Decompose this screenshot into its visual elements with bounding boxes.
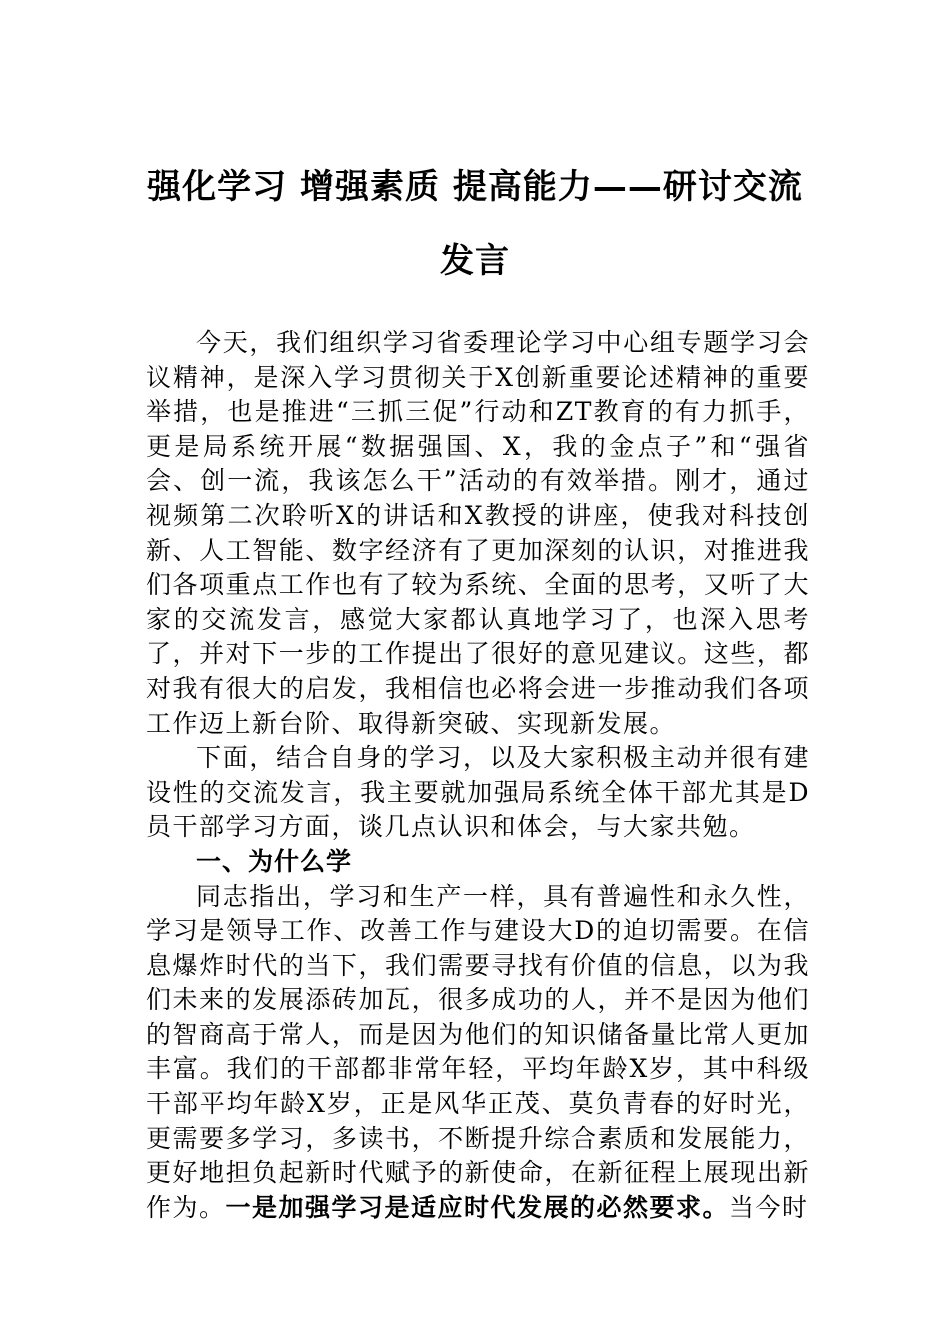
paragraph-why-learn-tail: 当今时 [729, 1192, 809, 1222]
document-body [146, 326, 810, 1225]
paragraph-why-learn-text: 同志指出，学习和生产一样，具有普遍性和永久性，学习是领导工作、改善工作与建设大D的迫切需要。在信息爆炸时代的当下，我们需要寻找有价值的信息，以为我们未来的发展添砖加瓦，很多成功的人，并不是因为他们的智商高于常人，而是因为他们的知识储备量比常人更加丰富。我们的干部都非常年轻，平均年龄X岁，其中科级干部平均年龄X岁，正是风华正茂、莫负青春的好时光，更需要多学习，多读书，不断提升综合素质和发展能力，更好地担负起新时代赋予的新使命，在新征程上展现出新作为。 [146, 881, 810, 1222]
paragraph-why-learn-emphasis: 一是加强学习是适应时代发展的必然要求。 [225, 1192, 730, 1222]
paragraph-intro: 今天，我们组织学习省委理论学习中心组专题学习会议精神，是深入学习贯彻关于X创新重要论述精神的重要举措，也是推进“三抓三促”行动和ZT教育的有力抓手，更是局系统开展“数据强国、X，我的金点子”和“强省会、创一流，我该怎么干”活动的有效举措。刚才，通过视频第二次聆听X的讲话和X教授的讲座，使我对科技创新、人工智能、数字经济有了更加深刻的认识，对推进我们各项重点工作也有了较为系统、全面的思考，又听了大家的交流发言，感觉大家都认真地学习了，也深入思考了，并对下一步的工作提出了很好的意见建议。这些，都对我有很大的启发，我相信也必将会进一步推动我们各项工作迈上新台阶、取得新突破、实现新发展。 [146, 328, 810, 738]
document-title [120, 150, 830, 298]
section-heading-why-learn: 一、为什么学 [196, 846, 353, 876]
title-line-1: 强化学习 增强素质 提高能力——研讨交流 [147, 167, 803, 207]
paragraph-overview: 下面，结合自身的学习，以及大家积极主动并很有建设性的交流发言，我主要就加强局系统全体干部尤其是D员干部学习方面，谈几点认识和体会，与大家共勉。 [146, 743, 810, 842]
title-line-2: 发言 [440, 241, 510, 281]
paragraph-why-learn [146, 880, 810, 1226]
